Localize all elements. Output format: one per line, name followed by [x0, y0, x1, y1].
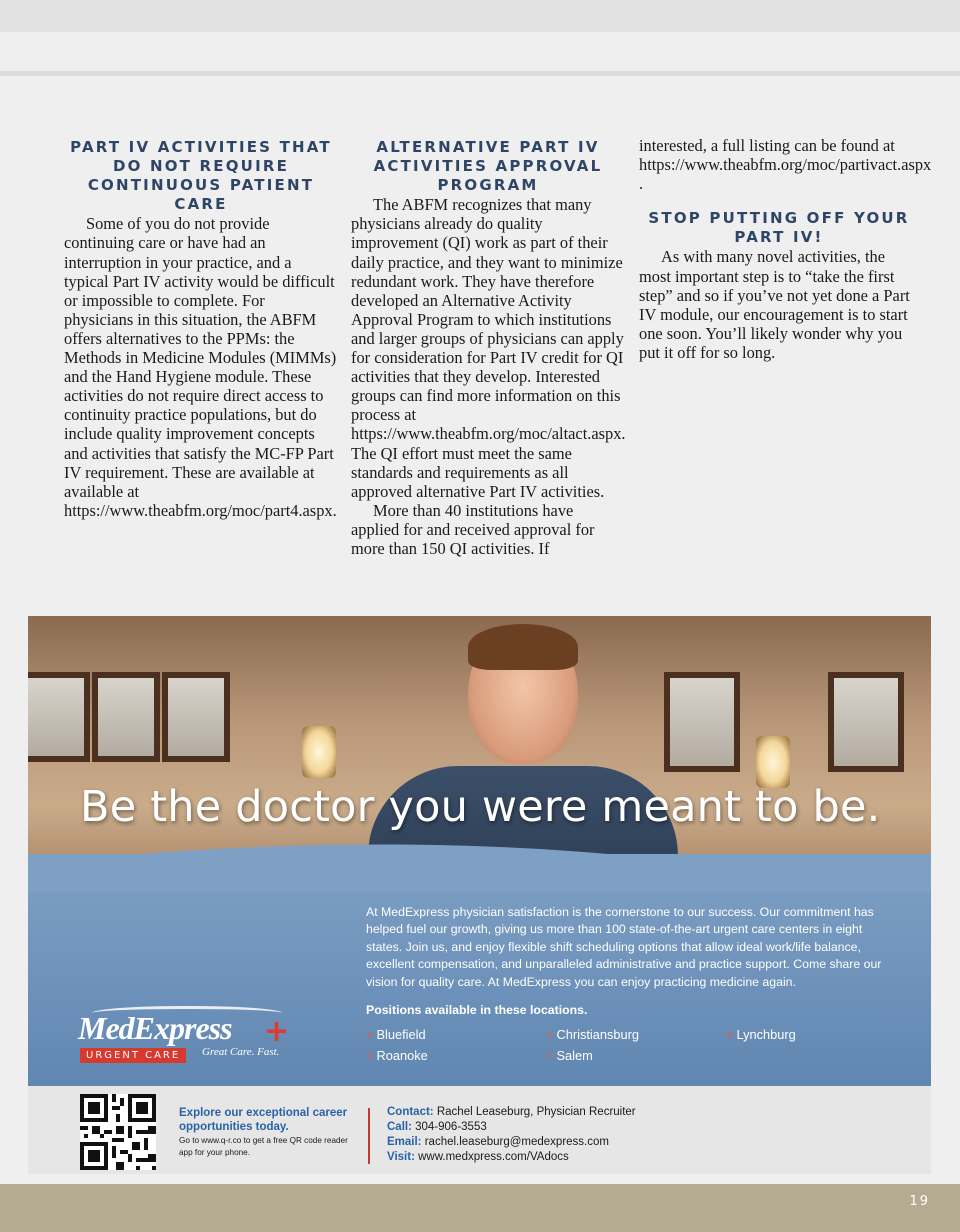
explore-careers-heading: Explore our exceptional career opportunities today.	[179, 1107, 348, 1133]
page-footer-band	[0, 1184, 960, 1232]
window	[162, 672, 230, 762]
contact-line: Contact: Rachel Leaseburg, Physician Recruiter	[387, 1106, 636, 1118]
positions-title: Positions available in these locations.	[366, 1003, 588, 1017]
email-line: Email: rachel.leaseburg@medexpress.com	[387, 1136, 609, 1148]
section-heading: PART IV ACTIVITIES THAT DO NOT REQUIRE CONTINUOUS PATIENT CARE	[70, 138, 332, 214]
paragraph-continued: interested, a full listing can be found at https://www.theabfm.org/moc/partivact.aspx .	[639, 136, 932, 194]
logo-tagline: Great Care. Fast.	[202, 1046, 280, 1058]
article-column-2	[351, 136, 625, 558]
location-item: + Lynchburg	[726, 1027, 796, 1042]
website-link[interactable]: www.medxpress.com/VAdocs	[418, 1151, 569, 1163]
plus-icon: +	[726, 1027, 734, 1042]
qr-instructions: Go to www.q-r.co to get a free QR code reader app for your phone.	[179, 1136, 348, 1157]
paragraph: As with many novel activities, the most important step is to “take the first step” and so if you’ve not yet done a Part IV module, our encouragement is to start one soon. You’ll likely wonder why you put it off for so long.	[639, 247, 910, 362]
window	[828, 672, 904, 772]
page-number: 19	[909, 1194, 930, 1209]
medical-cross-icon: +	[264, 1014, 290, 1049]
location-item: + Christiansburg	[546, 1027, 639, 1042]
spacer	[639, 193, 919, 207]
medexpress-logo	[78, 1008, 308, 1068]
phone-number[interactable]: 304-906-3553	[415, 1121, 487, 1133]
section-heading: ALTERNATIVE PART IV ACTIVITIES APPROVAL PROGRAM	[373, 138, 603, 195]
contact-divider	[368, 1108, 370, 1164]
plus-icon: +	[546, 1048, 554, 1063]
window	[28, 672, 90, 762]
logo-wordmark: MedExpress	[78, 1010, 232, 1046]
plus-icon: +	[366, 1027, 374, 1042]
email-link[interactable]: rachel.leaseburg@medexpress.com	[424, 1136, 609, 1148]
location-item: + Salem	[546, 1048, 593, 1063]
window	[92, 672, 160, 762]
top-band	[0, 0, 960, 32]
paragraph: The ABFM recognizes that many physicians already do quality improvement (QI) work as part of their daily practice, and they want to minimize redundant work. They have therefore developed an Alternative Activity Approval Program to which institutions and larger groups of physicians can apply for consideration for Part IV credit for QI activities that they develop. Interested groups can find more information on this process at https://www.theabfm.org/moc/altact.aspx. The QI effort must meet the same standards and requirements as all approved alternative Part IV activities.	[351, 195, 626, 501]
plus-icon: +	[366, 1048, 374, 1063]
qr-code-icon[interactable]	[80, 1094, 156, 1170]
plus-icon: +	[546, 1027, 554, 1042]
window	[664, 672, 740, 772]
ad-tagline: Be the doctor you were meant to be.	[80, 782, 881, 832]
call-line: Call: 304-906-3553	[387, 1121, 487, 1133]
location-item: + Roanoke	[366, 1048, 428, 1063]
visit-line: Visit: www.medxpress.com/VAdocs	[387, 1151, 569, 1163]
medexpress-advertisement	[28, 616, 931, 1174]
location-item: + Bluefield	[366, 1027, 426, 1042]
wave-divider	[28, 832, 931, 892]
ad-body-text: At MedExpress physician satisfaction is the cornerstone to our success. Our commitment has helped fuel our growth, giving us more than 100 state-of-the-art urgent care centers in eight states. Join us, and enjoy flexible shift scheduling options that allow ideal work/life balance, excellent compensation, and unparalleled administrative and practice support. Come share our vision for quality care. At MedExpress you can enjoy practicing medicine again.	[366, 905, 882, 989]
doctor-hair	[468, 624, 578, 670]
wall-lamp	[756, 736, 790, 788]
top-rule	[0, 71, 960, 76]
section-heading: STOP PUTTING OFF YOUR PART IV!	[648, 209, 910, 247]
paragraph: More than 40 institutions have applied for and received approval for more than 150 QI activities. If	[351, 500, 595, 558]
article-column-3	[639, 136, 932, 362]
contact-block	[387, 1105, 636, 1165]
wall-lamp	[302, 726, 336, 778]
paragraph: Some of you do not provide continuing care or have had an interruption in your practice, and a typical Part IV activity would be difficult or impossible to complete. For physicians in this situation, the ABFM offers alternatives to the PPMs: the Methods in Medicine Modules (MIMMs) and the Hand Hygiene module. These activities do not require direct access to continuity practice populations, but do include quality improvement concepts and activities that satisfy the MC-FP Part IV requirement. These are available at available at https://www.theabfm.org/moc/part4.aspx.	[64, 214, 337, 520]
article-column-1	[64, 136, 338, 520]
logo-badge: URGENT CARE	[80, 1048, 186, 1063]
